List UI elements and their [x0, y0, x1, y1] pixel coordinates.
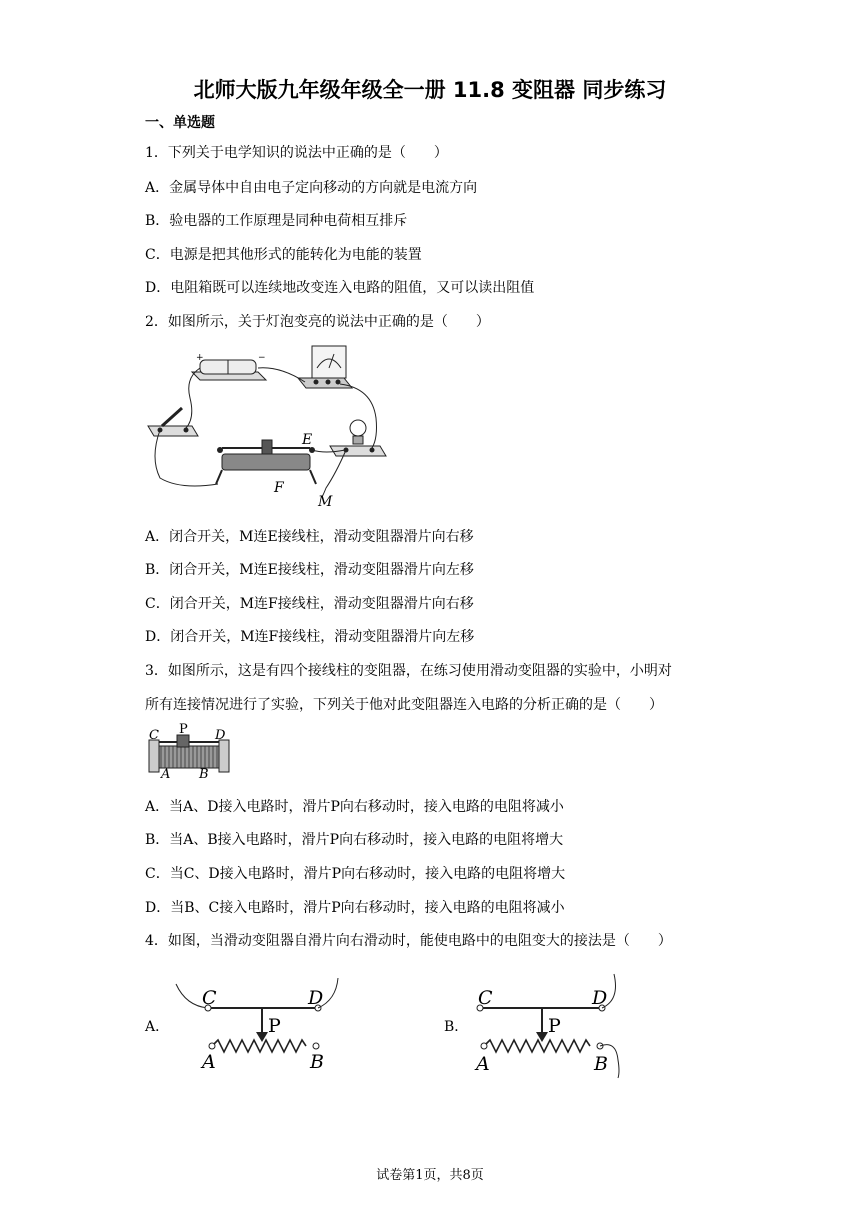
- label-d: D: [215, 728, 226, 743]
- ammeter-icon: [298, 346, 352, 388]
- label-p: P: [548, 1015, 561, 1037]
- label-b: B: [199, 767, 209, 780]
- label-a: A: [202, 1051, 216, 1073]
- q4-option-b-label: B．: [444, 1019, 469, 1035]
- svg-text:+: +: [196, 353, 204, 363]
- q2-option-c: C．闭合开关，M连F接线柱，滑动变阻器滑片向右移: [145, 596, 474, 612]
- q1-option-b: B．验电器的工作原理是同种电荷相互排斥: [145, 213, 408, 229]
- label-a: A: [161, 767, 171, 780]
- q3-option-a: A．当A、D接入电路时，滑片P向右移动时，接入电路的电阻将减小: [145, 799, 564, 815]
- rheostat-icon: [216, 440, 316, 484]
- rheostat-figure: [145, 722, 235, 780]
- q1-option-c: C．电源是把其他形式的能转化为电能的装置: [145, 247, 422, 263]
- section-heading: 一、单选题: [145, 115, 215, 131]
- q3-option-b: B．当A、B接入电路时，滑片P向右移动时，接入电路的电阻将增大: [145, 832, 564, 848]
- q2-stem: 2．如图所示，关于灯泡变亮的说法中正确的是（ ）: [145, 314, 490, 330]
- option-b-circuit: [470, 970, 640, 1080]
- svg-text:−: −: [258, 353, 266, 363]
- q4-stem: 4．如图，当滑动变阻器自滑片向右滑动时，能使电路中的电阻变大的接法是（ ）: [145, 933, 672, 949]
- q3-stem-line1: 3．如图所示，这是有四个接线柱的变阻器，在练习使用滑动变阻器的实验中，小明对: [145, 663, 672, 679]
- q4-option-a-label: A．: [145, 1019, 170, 1035]
- label-c: C: [149, 728, 159, 743]
- switch-icon: [148, 408, 198, 436]
- label-p: P: [268, 1015, 281, 1037]
- label-e: E: [302, 432, 313, 448]
- label-d: D: [592, 987, 608, 1009]
- label-a: A: [476, 1053, 490, 1075]
- bulb-icon: [330, 420, 386, 456]
- circuit-figure: [140, 338, 400, 516]
- label-m: M: [318, 494, 333, 510]
- battery-icon: [192, 353, 266, 380]
- q2-option-a: A．闭合开关，M连E接线柱，滑动变阻器滑片向右移: [145, 529, 474, 545]
- label-d: D: [308, 987, 324, 1009]
- label-p: P: [179, 722, 188, 737]
- label-c: C: [202, 987, 217, 1009]
- page-title: 北师大版九年级年级全一册 11.8 变阻器 同步练习: [193, 78, 667, 102]
- label-f: F: [274, 480, 284, 496]
- label-b: B: [310, 1051, 324, 1073]
- label-c: C: [478, 987, 493, 1009]
- q3-option-c: C．当C、D接入电路时，滑片P向右移动时，接入电路的电阻将增大: [145, 866, 566, 882]
- q1-stem: 1．下列关于电学知识的说法中正确的是（ ）: [145, 145, 448, 161]
- q2-option-d: D．闭合开关，M连F接线柱，滑动变阻器滑片向左移: [145, 629, 475, 645]
- q1-option-d: D．电阻箱既可以连续地改变连入电路的阻值，又可以读出阻值: [145, 280, 535, 296]
- q3-option-d: D．当B、C接入电路时，滑片P向右移动时，接入电路的电阻将减小: [145, 900, 565, 916]
- q1-option-a: A．金属导体中自由电子定向移动的方向就是电流方向: [145, 180, 478, 196]
- option-a-circuit: [172, 970, 352, 1076]
- q3-stem-line2: 所有连接情况进行了实验，下列关于他对此变阻器连入电路的分析正确的是（ ）: [145, 697, 663, 713]
- label-b: B: [594, 1053, 608, 1075]
- q2-option-b: B．闭合开关，M连E接线柱，滑动变阻器滑片向左移: [145, 562, 474, 578]
- page-footer: 试卷第1页，共8页: [376, 1168, 484, 1183]
